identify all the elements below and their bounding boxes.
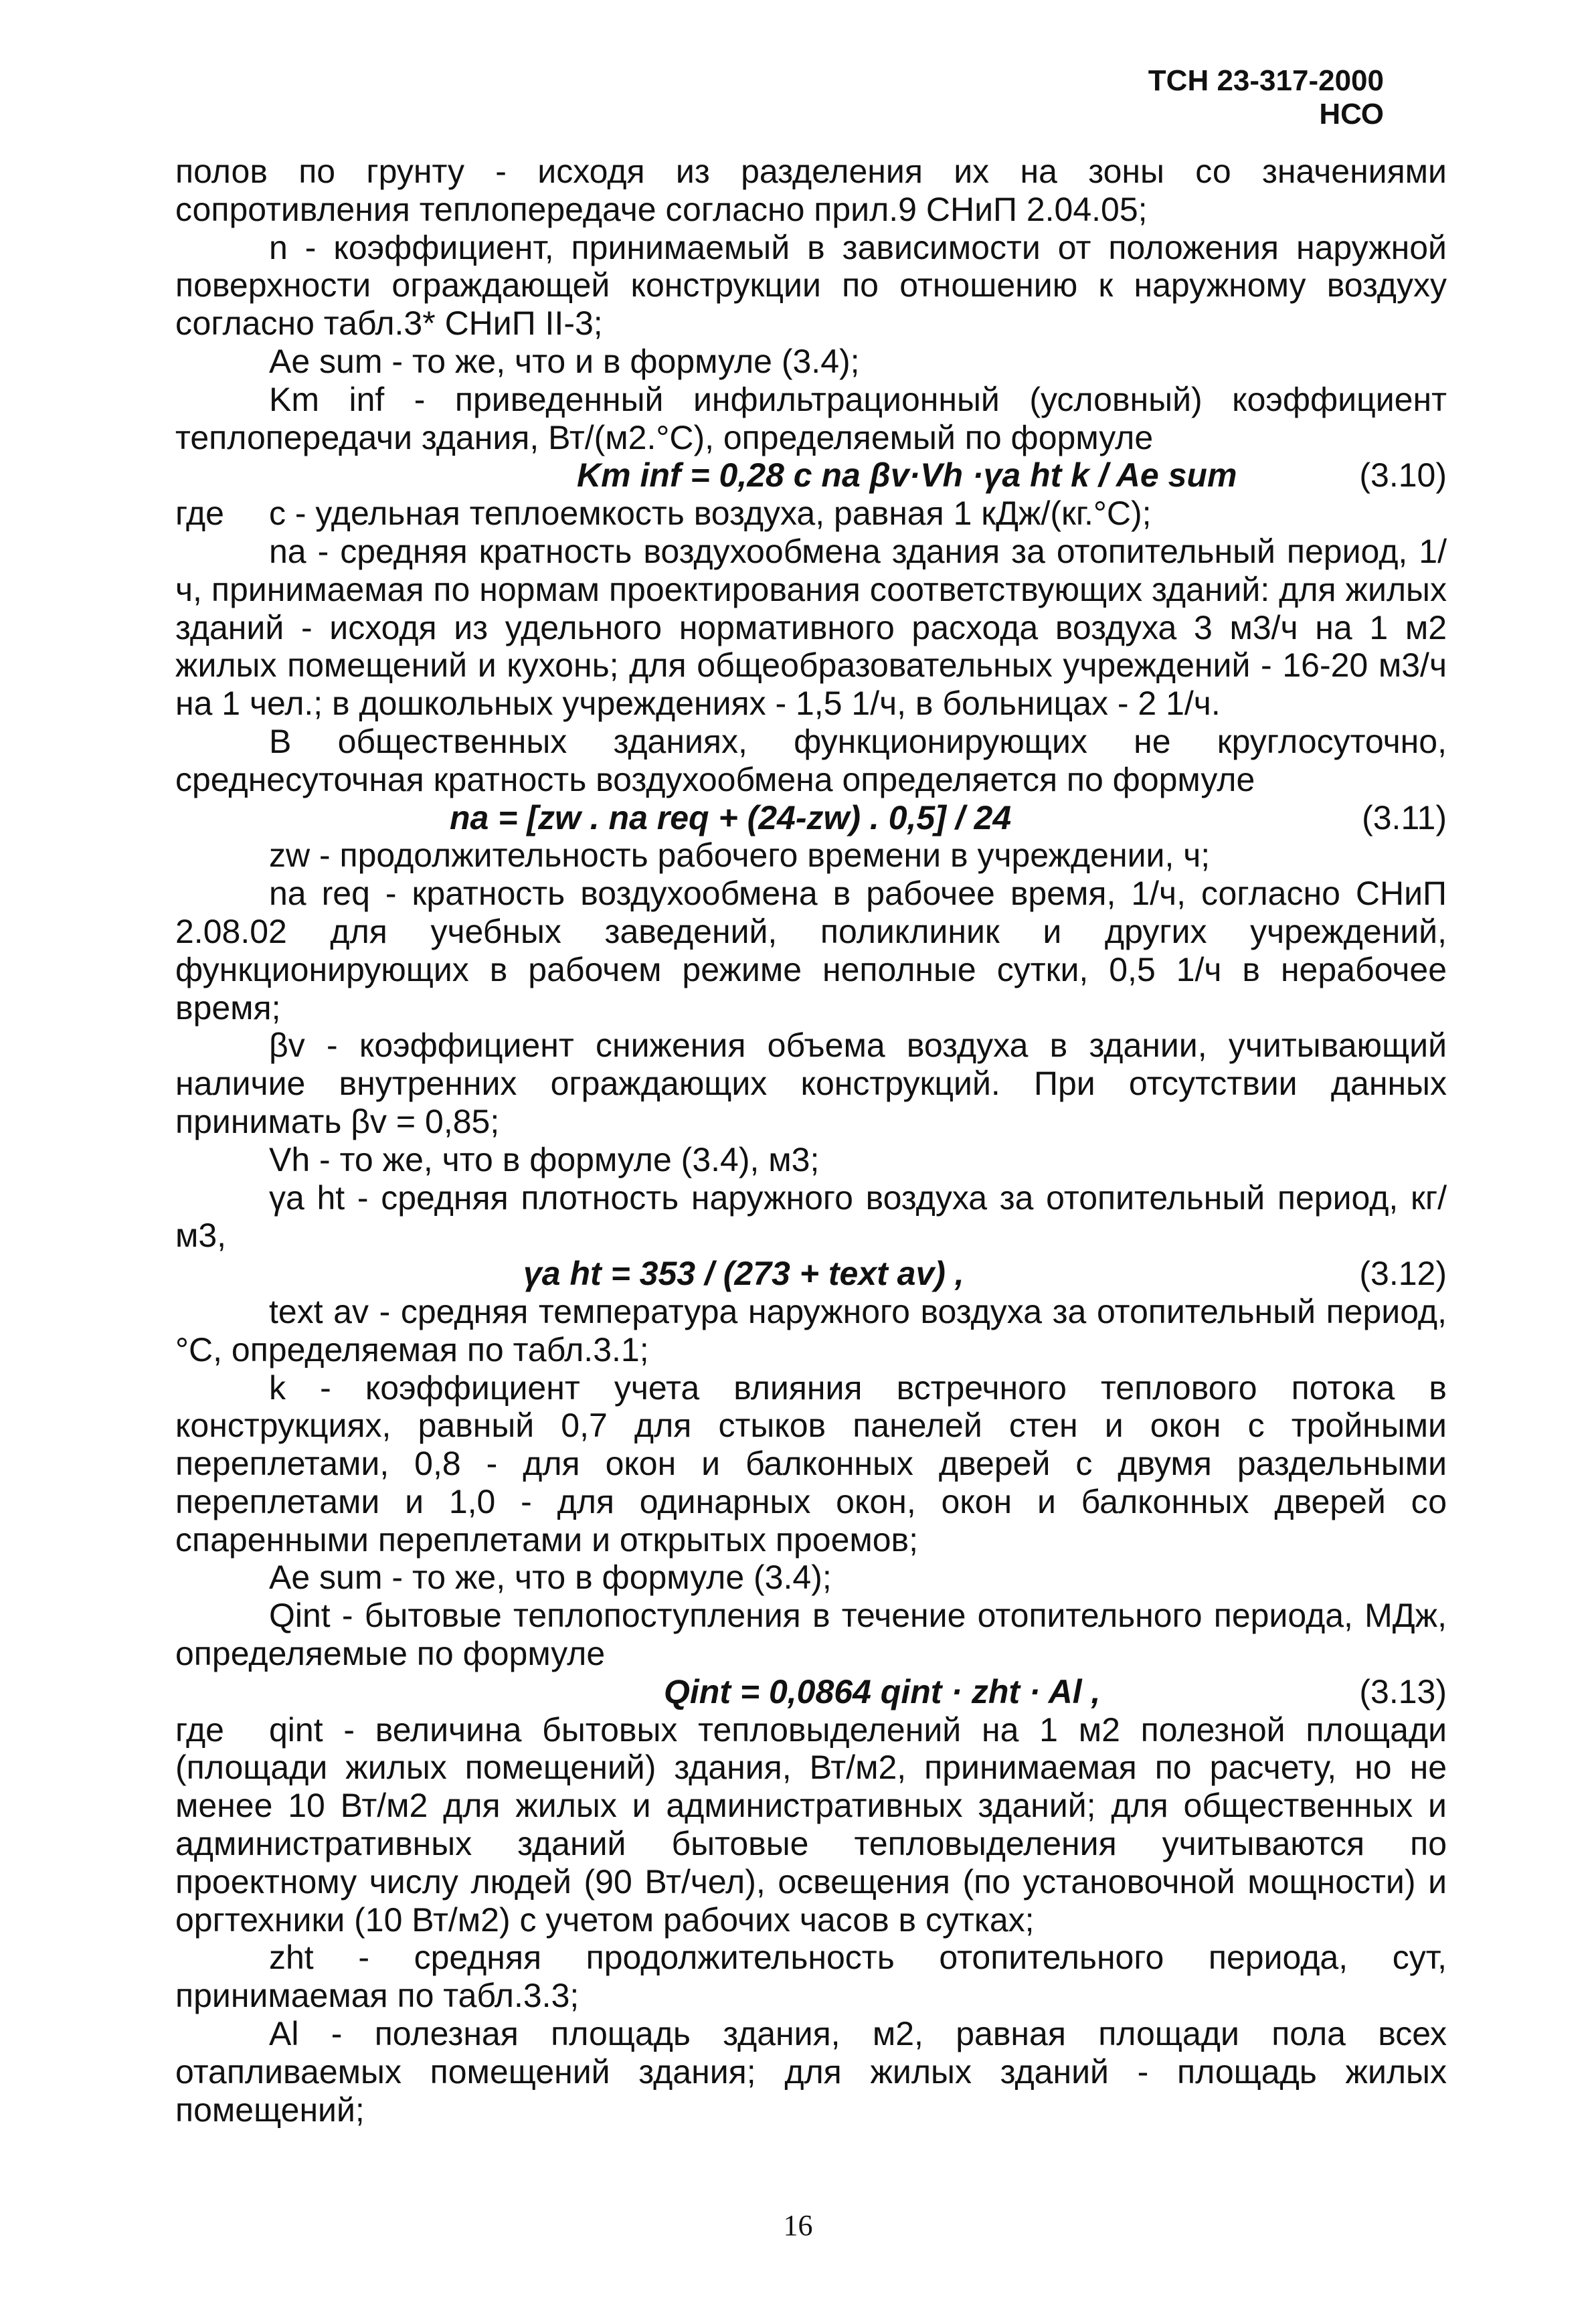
formula-3-10-number: (3.10) [1359,456,1447,495]
paragraph: Vh - то же, что в формуле (3.4), м3; [269,1140,820,1178]
paragraph: n - коэффициент, принимаемый в зависимости от положения наружной поверхности ограждающей конструкции по отношению к наружному воздуху согласно табл.3* СНиП II-3; [175,228,1447,343]
paragraph: Ae sum - то же, что и в формуле (3.4); [269,342,860,380]
formula-3-11-expression: na = [zw . na req + (24-zw) . 0,5] / 24 [450,798,1012,836]
gde-label: где [175,495,224,533]
paragraph: c - удельная теплоемкость воздуха, равная 1 кДж/(кг.°С); [269,495,1152,533]
formula-3-13-number: (3.13) [1359,1672,1447,1710]
page-number: 16 [783,2209,813,2242]
gde-line [175,495,1447,533]
gde-label: где [175,1710,224,1749]
formula-3-10 [175,456,1447,495]
paragraph: В общественных зданиях, функционирующих не круглосуточно, среднесуточная кратность воздухообмена определяется по формуле [175,722,1447,798]
formula-3-12 [175,1255,1447,1293]
paragraph: qint - величина бытовых тепловыделений на 1 м2 полезной площади (площади жилых помещений) здания, Вт/м2, принимаемая по расчету, но не менее 10 Вт/м2 для жилых и административных зданий; для общественных и административных зданий бытовые тепловыделения учитываются по проектному числу людей (90 Вт/чел), освещения (по установочной мощности) и оргтехники (10 Вт/м2) с учетом рабочих часов в сутках; [175,1710,1447,1939]
paragraph: zht - средняя продолжительность отопительного периода, сут, принимаемая по табл.3.3; [175,1939,1447,2015]
formula-3-10-expression: Km inf = 0,28 c na βv·Vh ·γa ht k / Ae sum [577,456,1237,495]
paragraph: Al - полезная площадь здания, м2, равная площади пола всех отапливаемых помещений здания; для жилых зданий - площадь жилых помещений; [175,2015,1447,2129]
paragraph: text av - средняя температура наружного воздуха за отопительный период, °С, определяемая по табл.3.1; [175,1292,1447,1368]
paragraph: полов по грунту - исходя из разделения их на зоны со значениями сопротивления теплопередаче согласно прил.9 СНиП 2.04.05; [175,153,1447,228]
paragraph: Qint - бытовые теплопоступления в течение отопительного периода, МДж, определяемые по формуле [175,1597,1447,1673]
paragraph: zw - продолжительность рабочего времени в учреждении, ч; [269,836,1211,875]
formula-3-11 [175,799,1447,837]
paragraph: na - средняя кратность воздухообмена здания за отопительный период, 1/ч, принимаемая по нормам проектирования соответствующих зданий: для жилых зданий - исходя из удельного нормативного расхода воздуха 3 м3/ч на 1 м2 жилых помещений и кухонь; для общеобразовательных учреждений - 16-20 м3/ч на 1 чел.; в дошкольных учреждениях - 1,5 1/ч, в больницах - 2 1/ч. [175,532,1447,723]
formula-3-11-number: (3.11) [1362,798,1447,836]
paragraph: k - коэффициент учета влияния встречного теплового потока в конструкциях, равный 0,7 для стыков панелей стен и окон с тройными переплетами, 0,8 - для окон и балконных дверей с двумя раздельными переплетами и 1,0 - для одинарных окон, окон и балконных дверей со спаренными переплетами и открытых проемов; [175,1368,1447,1559]
formula-3-13 [175,1673,1447,1711]
paragraph: na req - кратность воздухообмена в рабочее время, 1/ч, согласно СНиП 2.08.02 для учебных заведений, поликлиник и других учреждений, функционирующих в рабочем режиме неполные сутки, 0,5 1/ч в нерабочее время; [175,875,1447,1027]
document-body [175,153,1447,2129]
paragraph: Ae sum - то же, что в формуле (3.4); [269,1559,832,1597]
paragraph: βv - коэффициент снижения объема воздуха в здании, учитывающий наличие внутренних ограждающих конструкций. При отсутствии данных принимать βv = 0,85; [175,1027,1447,1140]
paragraph: γa ht - средняя плотность наружного воздуха за отопительный период, кг/м3, [175,1178,1447,1255]
formula-3-12-number: (3.12) [1359,1255,1447,1293]
gde-line [175,1711,1447,1749]
formula-3-13-expression: Qint = 0,0864 qint · zht · Al , [664,1672,1101,1710]
document-code-header: ТСН 23-317-2000 НСО [1148,64,1384,130]
paragraph: Km inf - приведенный инфильтрационный (условный) коэффициент теплопередачи здания, Вт/(м2.°С), определяемый по формуле [175,380,1447,456]
formula-3-12-expression: γa ht = 353 / (273 + text av) , [523,1255,964,1293]
